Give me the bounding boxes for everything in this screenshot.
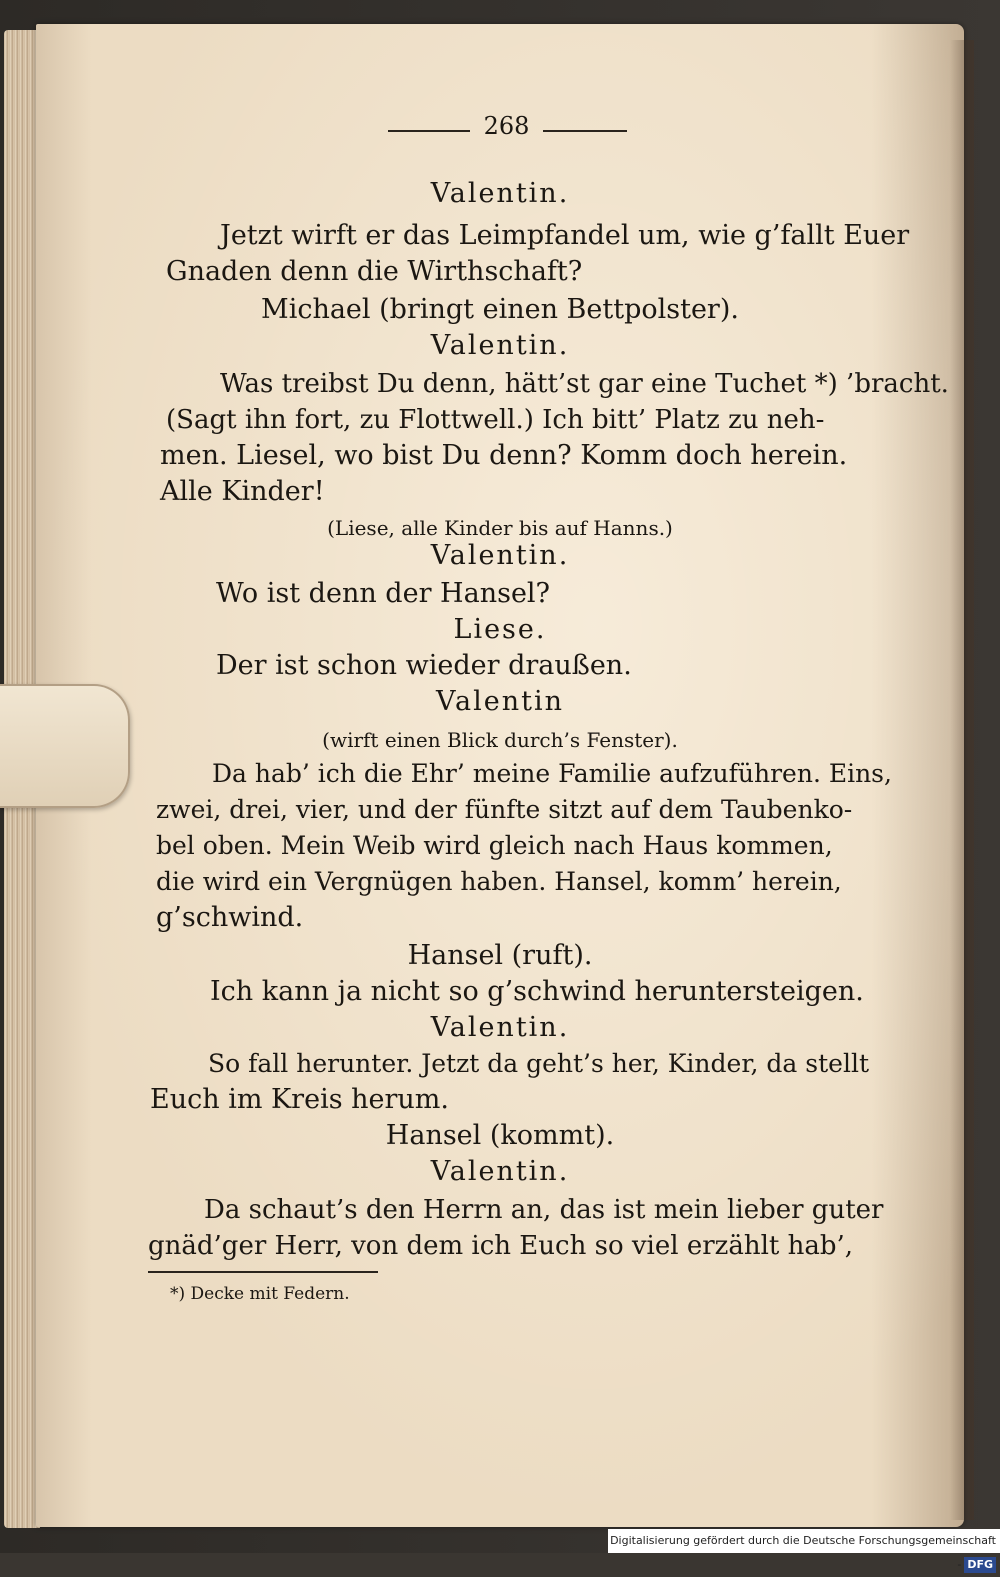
text-line: bel oben. Mein Weib wird gleich nach Haus kommen, xyxy=(156,831,833,860)
dfg-logo: DFG xyxy=(964,1557,996,1573)
text-line: Da hab’ ich die Ehr’ meine Familie aufzuführen. Eins, xyxy=(212,759,892,788)
text-line: Gnaden denn die Wirthschaft? xyxy=(166,256,583,287)
speaker-heading: Liese. xyxy=(453,614,547,645)
text-line: gnäd’ger Herr, von dem ich Euch so viel erzählt hab’, xyxy=(148,1231,854,1261)
stage-direction: (wirft einen Blick durch’s Fenster). xyxy=(322,728,678,752)
speaker-heading: Valentin. xyxy=(430,330,570,361)
footnote-rule xyxy=(148,1271,378,1273)
speaker-heading: Valentin. xyxy=(430,540,570,571)
speaker-heading: Hansel (ruft). xyxy=(407,940,593,971)
footnote: *) Decke mit Federn. xyxy=(170,1284,350,1304)
digitization-banner xyxy=(608,1529,1000,1571)
speaker-heading: Valentin. xyxy=(430,178,570,209)
text-line: (Sagt ihn fort, zu Flottwell.) Ich bitt’ Platz zu neh- xyxy=(166,405,825,435)
stage-direction: (Liese, alle Kinder bis auf Hanns.) xyxy=(327,516,673,540)
text-line: men. Liesel, wo bist Du denn? Komm doch herein. xyxy=(160,440,848,471)
text-line: Da schaut’s den Herrn an, das ist mein lieber guter xyxy=(204,1195,884,1225)
text-line: Was treibst Du denn, hätt’st gar eine Tuchet *) ’bracht. xyxy=(220,369,949,399)
text-line: Ich kann ja nicht so g’schwind heruntersteigen. xyxy=(210,976,864,1007)
text-line: Jetzt wirft er das Leimpfandel um, wie g’fallt Euer xyxy=(220,220,910,251)
text-line: Der ist schon wieder draußen. xyxy=(216,650,632,681)
text-line: Alle Kinder! xyxy=(160,476,325,507)
text-line: die wird ein Vergnügen haben. Hansel, komm’ herein, xyxy=(156,867,842,896)
text-line: Euch im Kreis herum. xyxy=(150,1084,449,1115)
speaker-heading: Valentin xyxy=(436,686,564,717)
header-rule-right xyxy=(543,130,627,132)
text-line: So fall herunter. Jetzt da geht’s her, Kinder, da stellt xyxy=(208,1049,869,1078)
banner-text: Digitalisierung gefördert durch die Deutsche Forschungsgemeinschaft - xyxy=(610,1534,996,1571)
speaker-heading: Valentin. xyxy=(430,1156,570,1187)
speaker-heading: Michael (bringt einen Bettpolster). xyxy=(261,294,739,325)
speaker-heading: Hansel (kommt). xyxy=(385,1120,615,1151)
header-rule-left xyxy=(388,130,470,132)
page-number: 268 xyxy=(483,112,530,140)
text-line: g’schwind. xyxy=(156,902,304,933)
speaker-heading: Valentin. xyxy=(430,1012,570,1043)
text-line: zwei, drei, vier, und der fünfte sitzt auf dem Taubenko- xyxy=(156,795,853,824)
text-line: Wo ist denn der Hansel? xyxy=(216,578,551,609)
